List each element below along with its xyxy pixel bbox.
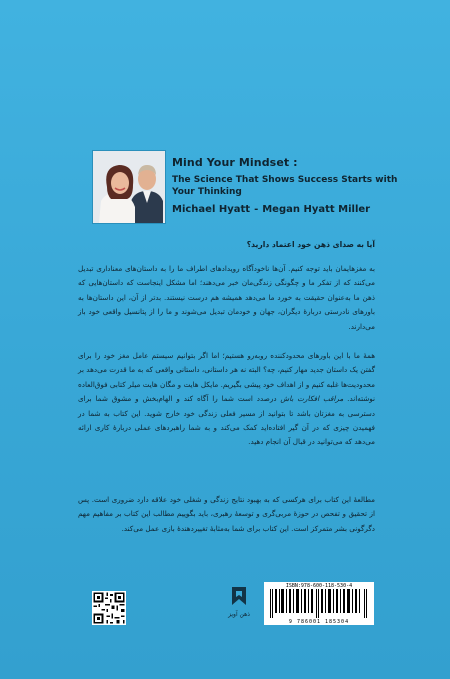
publisher-name: ذهن آویز — [228, 611, 250, 618]
barcode-label — [264, 582, 374, 625]
authors-photo — [92, 150, 166, 224]
book-title-persian: مراقب افکارت باش — [280, 394, 344, 404]
isbn-text: ISBN:978-600-118-530-4 — [285, 583, 353, 589]
qr-code — [92, 591, 126, 625]
barcode-digits: 9 786001 185304 — [288, 619, 350, 625]
blurb-paragraph-2 — [78, 349, 375, 450]
authors-photo-illustration — [93, 151, 165, 223]
blurb-paragraph-2-part-2: درصدد است شما را آگاه کند و الهام‌بخش و مشوق شما برای دسترسی به مغزتان باشد تا بتوانید از مسیر فعلی زندگی خود خارج شوید. این کتاب به شما در فهمیدن چیزی که در آن گیر افتاده‌اید کمک می‌کند و به شما راهبردهای عملی دربارهٔ کاری ارائه می‌دهد که می‌توانید در قبال آن انجام دهید. — [78, 394, 375, 447]
blurb-paragraph-1: به مغزهایمان باید توجه کنیم. آن‌ها ناخودآگاه رویدادهای اطراف ما را به داستان‌های معناداری تبدیل می‌کنند که از تفکر ما و چگونگی زندگی‌مان خبر می‌دهند؛ اما مشکل اینجاست که داستان‌هایی که ذهن ما به‌عنوان حقیقت به خورد ما می‌دهد همیشه هم درست نیستند. بدتر از آن، این داستان‌ها به باورهای نادرستی دربارهٔ دیگران، جهان و خودمان تبدیل می‌شوند و ما را از پتانسیل واقعی خود باز می‌دارند. — [78, 264, 375, 331]
barcode-icon — [268, 589, 370, 618]
author-megan-hyatt-miller: Megan Hyatt Miller — [262, 204, 371, 215]
book-title: Mind Your Mindset : — [172, 156, 298, 169]
qr-code-icon — [92, 591, 126, 625]
author-separator: - — [254, 204, 259, 215]
book-subtitle: The Science That Shows Success Starts with Your Thinking — [172, 175, 398, 197]
blurb-paragraph-2-part-1: همهٔ ما با این باورهای محدودکننده روبه‌رو هستیم؛ اما اگر بتوانیم سیستم عامل مغز خود را برای گفتن یک داستان جدید مهار کنیم، چه؟ البته نه هر داستانی، داستانی واقعی که به ما قدرت می‌دهد بر محدودیت‌ها غلبه کنیم و از اهداف خود پیشی بگیریم. مایکل هایت و مگان هایت میلر کتابی فوق‌العاده نوشته‌اند. — [78, 351, 375, 404]
publisher-logo — [224, 585, 254, 623]
blurb-question: آیا به صدای ذهن خود اعتماد دارید؟ — [246, 240, 375, 249]
publisher-logo-icon — [229, 585, 249, 609]
author-michael-hyatt: Michael Hyatt — [172, 204, 251, 215]
authors-line — [172, 204, 412, 215]
book-header — [92, 150, 398, 222]
blurb-paragraph-3: مطالعهٔ این کتاب برای هرکسی که به بهبود نتایج زندگی و شغلی خود علاقه دارد ضروری است. پس از تحقیق و تفحص در حوزهٔ مربی‌گری و توسعهٔ رهبری، باید بگوییم مطالب این کتاب بر مفاهیم مهم دگرگونی بشر متمرکز است. این کتاب برای شما به‌مثابهٔ تغییردهندهٔ بازی عمل می‌کند. — [78, 495, 375, 533]
